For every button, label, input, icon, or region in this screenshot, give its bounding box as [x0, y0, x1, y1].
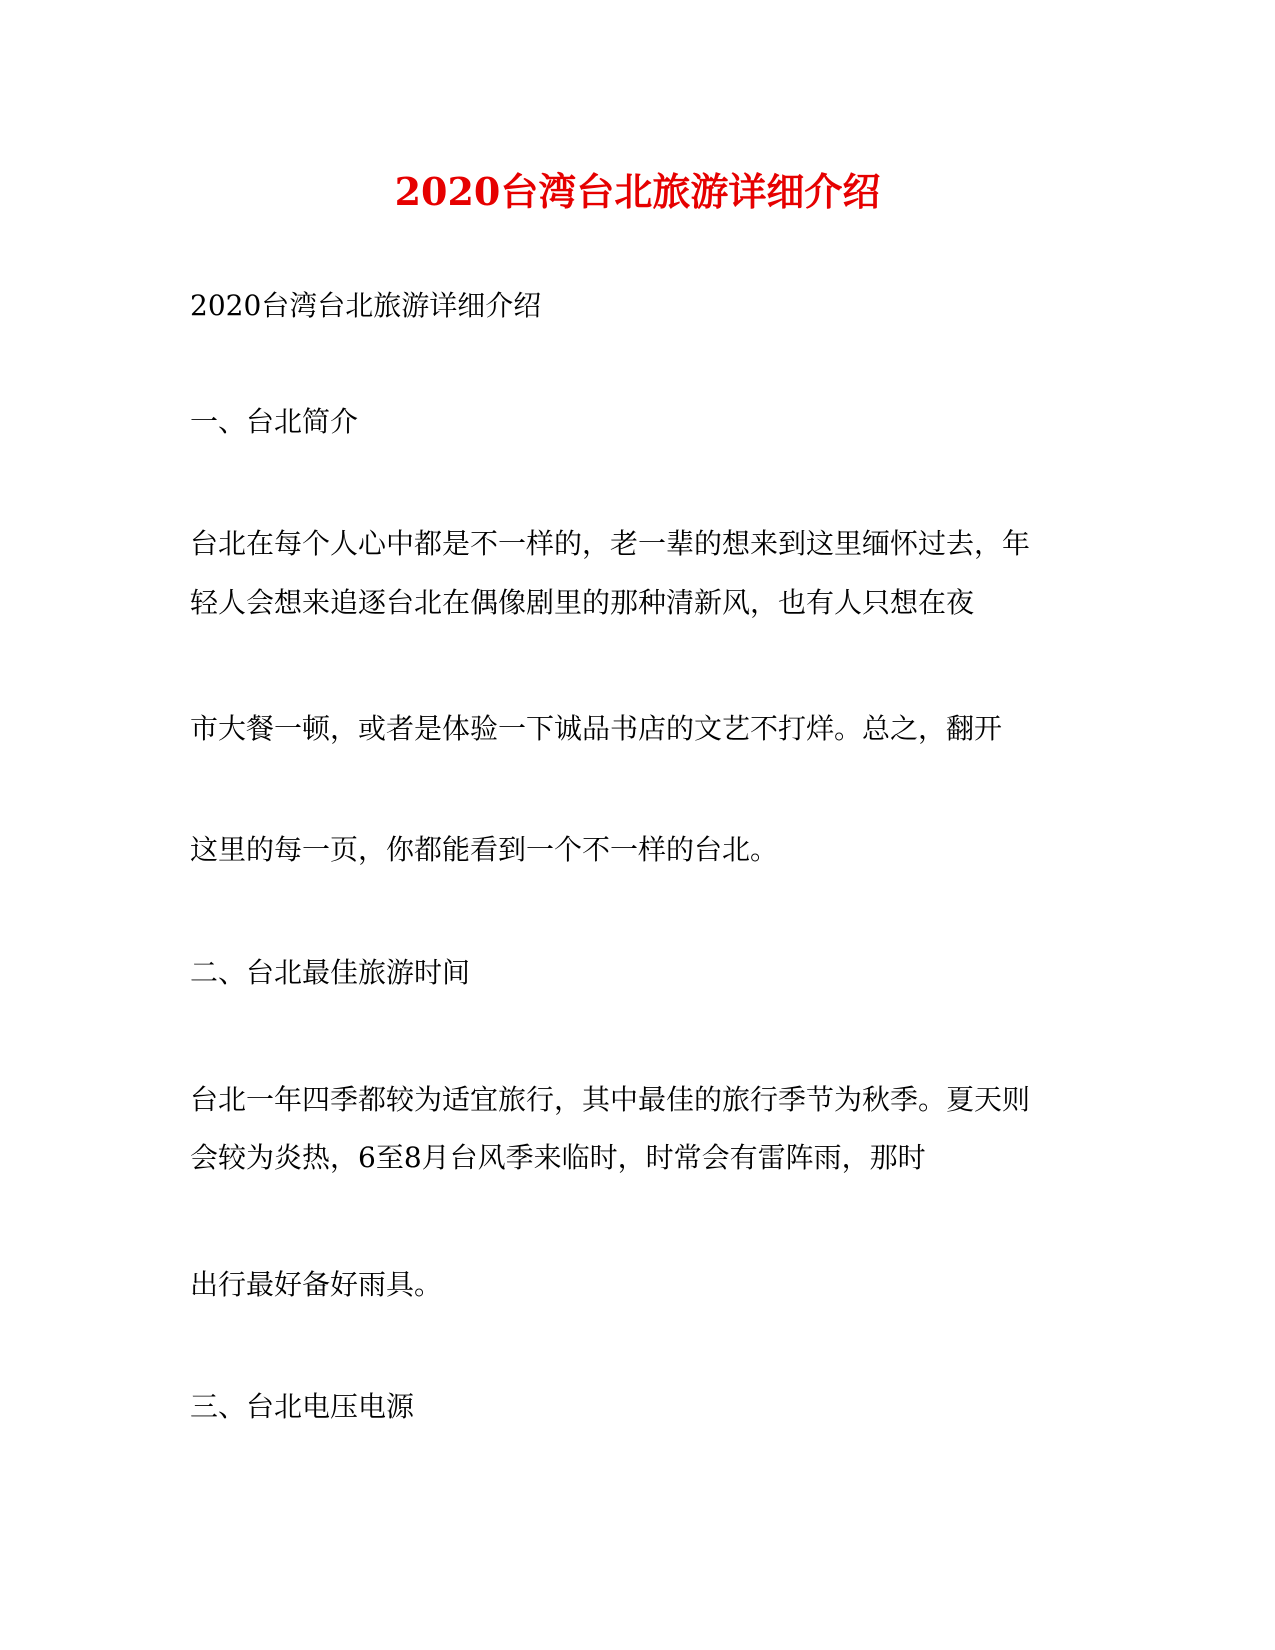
section-heading-2: 二、台北最佳旅游时间 — [190, 956, 471, 989]
section-heading-3: 三、台北电压电源 — [190, 1390, 415, 1423]
paragraph-line: 轻人会想来追逐台北在偶像剧里的那种清新风，也有人只想在夜 — [190, 586, 975, 619]
document-title: 2020台湾台北旅游详细介绍 — [394, 169, 881, 214]
paragraph-line: 这里的每一页，你都能看到一个不一样的台北。 — [190, 833, 779, 866]
paragraph-line: 会较为炎热，6至8月台风季来临时，时常会有雷阵雨，那时 — [190, 1141, 926, 1174]
paragraph-line: 台北一年四季都较为适宜旅行，其中最佳的旅行季节为秋季。夏天则 — [190, 1083, 1031, 1116]
section-heading-1: 一、台北简介 — [190, 405, 359, 438]
subtitle-line: 2020台湾台北旅游详细介绍 — [190, 289, 542, 322]
paragraph-line: 市大餐一顿，或者是体验一下诚品书店的文艺不打烊。总之，翻开 — [190, 712, 1003, 745]
paragraph-line: 出行最好备好雨具。 — [190, 1268, 443, 1301]
paragraph-line: 台北在每个人心中都是不一样的，老一辈的想来到这里缅怀过去，年 — [190, 527, 1031, 560]
